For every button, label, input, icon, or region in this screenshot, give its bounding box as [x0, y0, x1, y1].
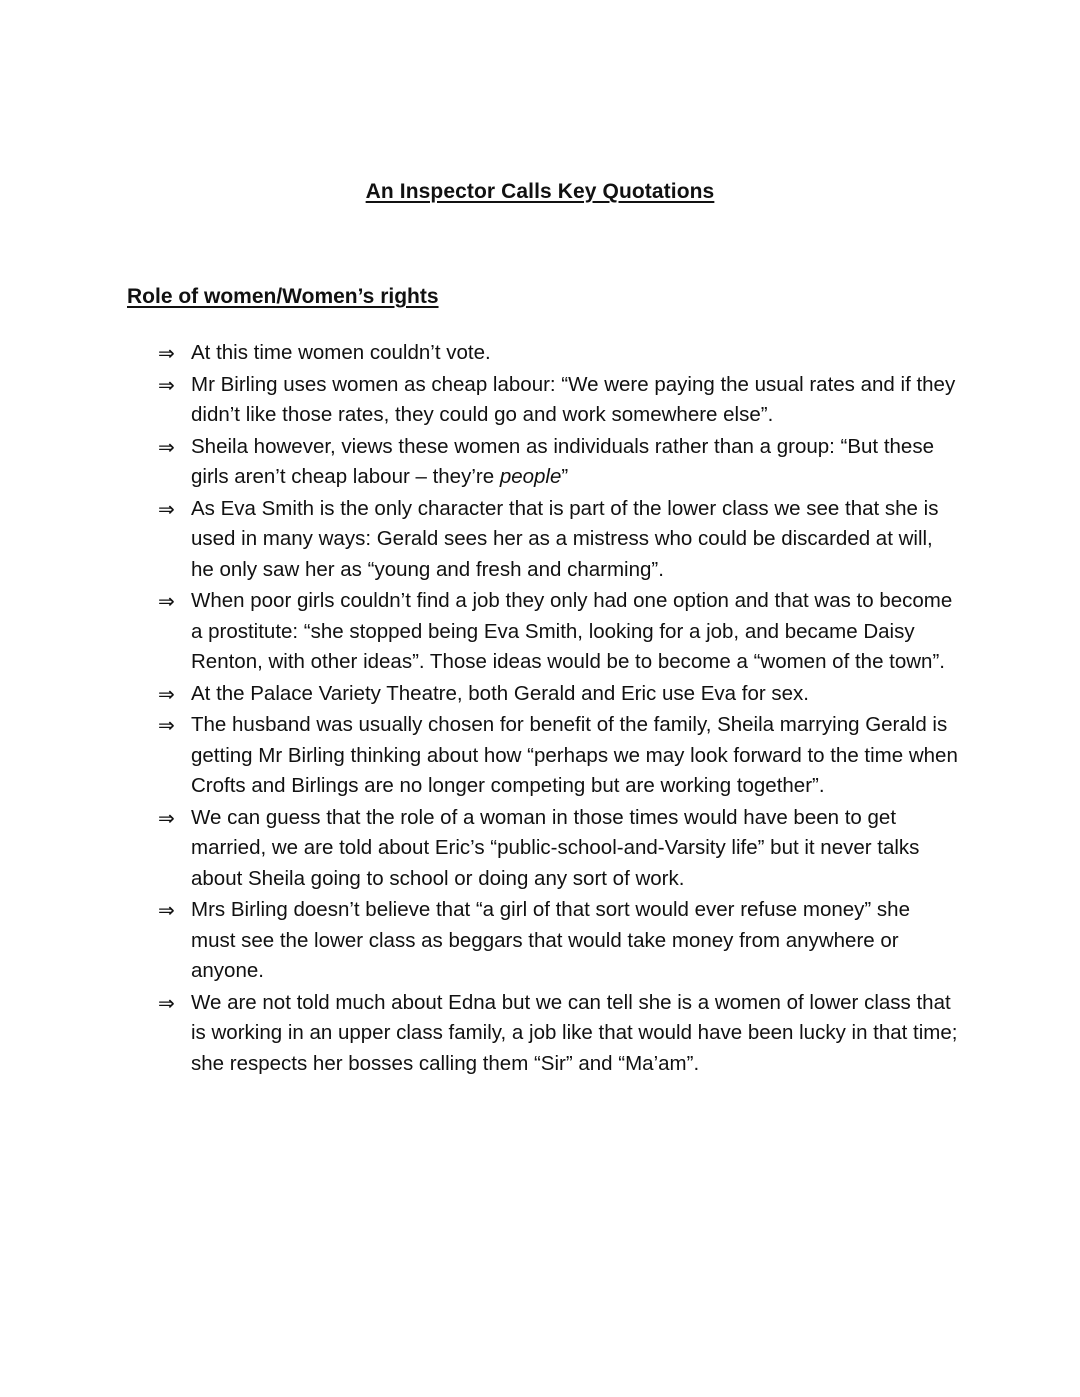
list-item-text: At this time women couldn’t vote. [191, 341, 491, 364]
double-right-arrow-icon: ⇒ [158, 990, 175, 1015]
double-right-arrow-icon: ⇒ [158, 341, 175, 365]
double-right-arrow-icon: ⇒ [158, 589, 175, 613]
list-item [158, 432, 958, 493]
double-right-arrow-icon: ⇒ [158, 496, 175, 521]
list-item [158, 988, 958, 1080]
list-item [158, 679, 958, 710]
quotation-list [158, 338, 958, 1080]
document-title: An Inspector Calls Key Quotations [365, 180, 715, 203]
list-item-text: When poor girls couldn’t find a job they only had one option and that was to become a prostitute: “she stopped being Eva Smith, looking for a job, and became Daisy Renton, with other ideas”. Those ideas would be to become a “women of the town”. [191, 589, 953, 673]
list-item-text: Mrs Birling doesn’t believe that “a girl of that sort would ever refuse money” she must see the lower class as beggars that would take money from anywhere or anyone. [191, 898, 910, 982]
double-right-arrow-icon: ⇒ [158, 681, 175, 706]
list-item-text: As Eva Smith is the only character that is part of the lower class we see that she is used in many ways: Gerald sees her as a mistress who could be discarded at will, he only saw her as “young and fresh and charming”. [191, 496, 939, 581]
double-right-arrow-icon: ⇒ [158, 372, 175, 397]
list-item-text: Mr Birling uses women as cheap labour: “We were paying the usual rates and if they didn’t like those rates, they could go and work somewhere else”. [191, 372, 956, 426]
emphasized-word: people [499, 465, 562, 488]
list-item-text-part: Sheila however, views these women as individuals rather than a group: “But these girls aren’t cheap labour – they’re [191, 434, 934, 488]
list-item [158, 803, 958, 895]
list-item [158, 370, 958, 431]
list-item [158, 494, 958, 586]
list-item-text: At the Palace Variety Theatre, both Gerald and Eric use Eva for sex. [191, 681, 809, 705]
list-item [158, 338, 958, 369]
list-item [158, 710, 958, 802]
list-item-text [191, 432, 958, 493]
list-item [158, 895, 958, 987]
list-item-text: The husband was usually chosen for benefit of the family, Sheila marrying Gerald is getting Mr Birling thinking about how “perhaps we may look forward to the time when Crofts and Birlings are no longer competing but are working together”. [191, 713, 958, 797]
list-item-text: We can guess that the role of a woman in those times would have been to get married, we are told about Eric’s “public-school-and-Varsity life” but it never talks about Sheila going to school or doing any sort of work. [191, 805, 920, 890]
list-item [158, 586, 958, 678]
double-right-arrow-icon: ⇒ [158, 805, 175, 830]
list-item-text: We are not told much about Edna but we can tell she is a women of lower class that is working in an upper class family, a job like that would have been lucky in that time; she respects her bosses calling them “Sir” and “Ma’am”. [191, 990, 958, 1075]
double-right-arrow-icon: ⇒ [158, 713, 175, 737]
section-heading: Role of women/Women’s rights [127, 285, 439, 308]
list-item-text-part: ” [561, 465, 569, 488]
double-right-arrow-icon: ⇒ [158, 898, 175, 922]
double-right-arrow-icon: ⇒ [158, 434, 175, 459]
